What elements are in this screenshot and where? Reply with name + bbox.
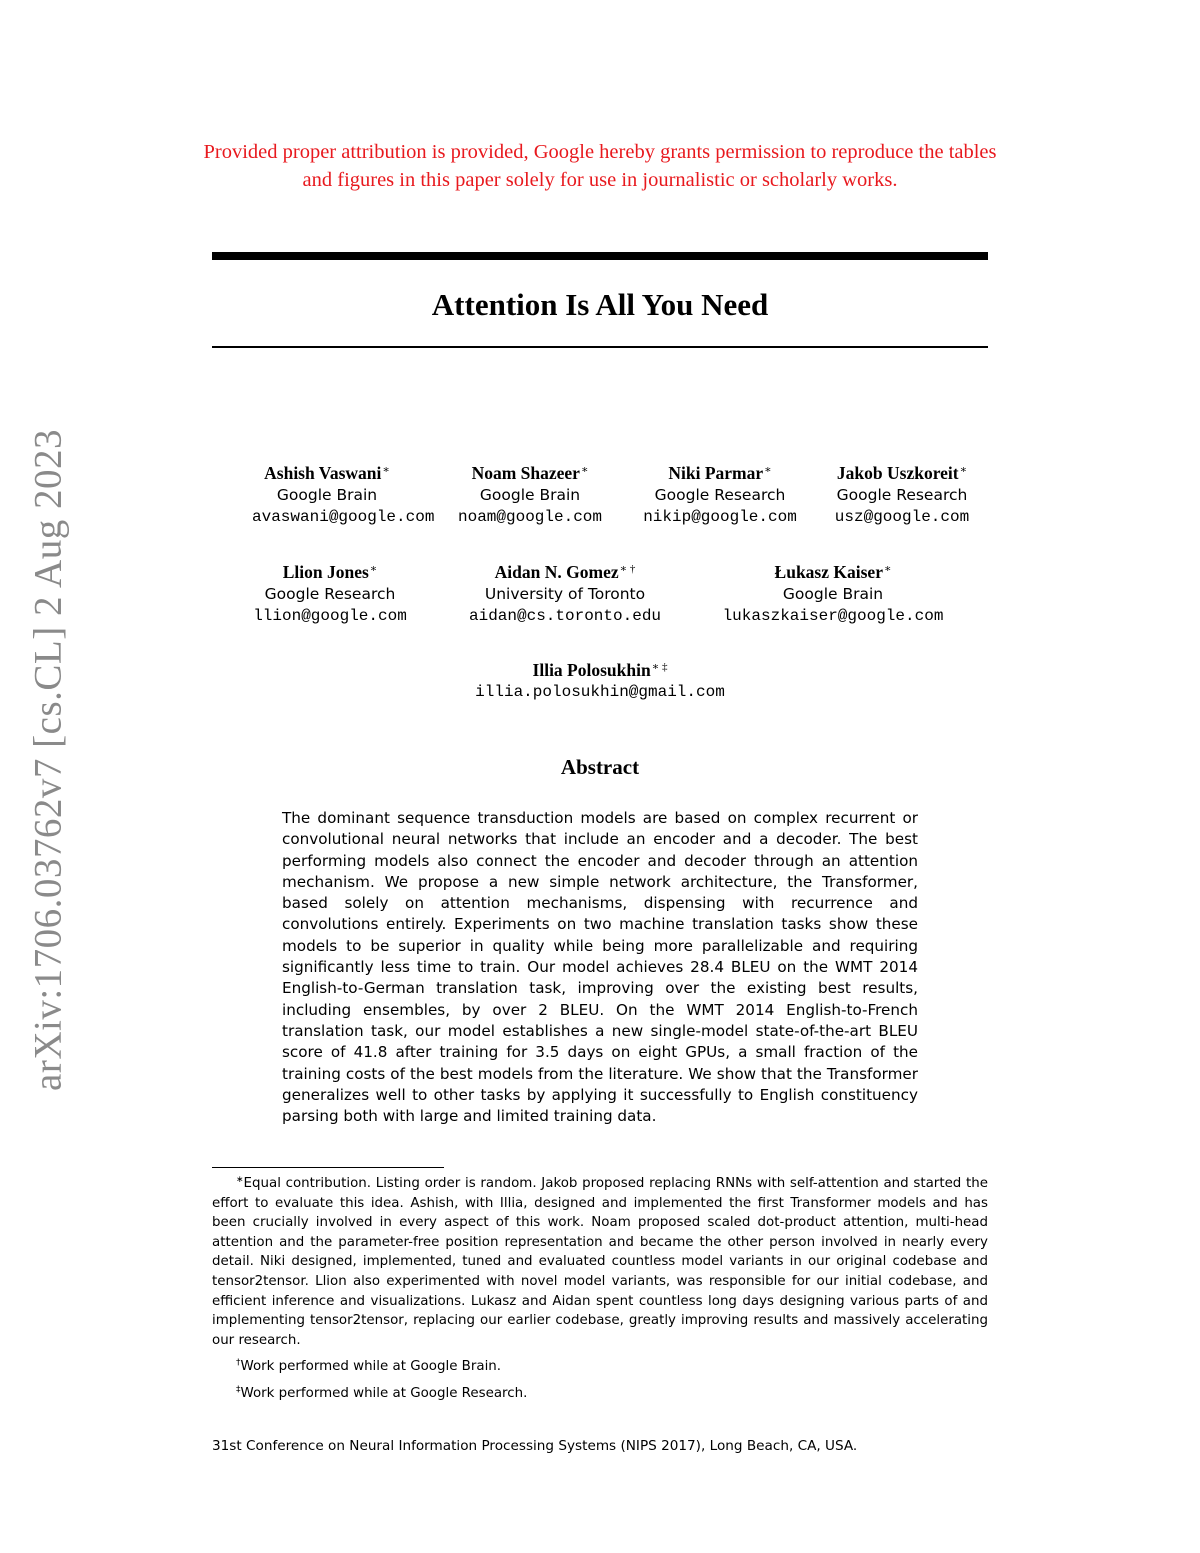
author-mark: ∗ ‡ bbox=[651, 661, 668, 673]
author-card bbox=[450, 558, 680, 627]
author-affiliation: Google Research bbox=[836, 486, 968, 504]
author-email: aidan@cs.toronto.edu bbox=[468, 607, 662, 625]
footnotes bbox=[212, 1171, 988, 1404]
footnote-mark: ∗ bbox=[236, 1175, 244, 1185]
abstract-text: The dominant sequence transduction models are based on complex recurrent or convolutional neural networks that include an encoder and a decoder. The best performing models also connect the encoder and decoder through an attention mechanism. We propose a new simple network architecture, the Transformer, based solely on attention mechanisms, dispensing with recurrence and convolutions entirely. Experiments on two machine translation tasks show these models to be superior in quality while being more parallelizable and requiring significantly less time to train. Our model achieves 28.4 BLEU on the WMT 2014 English-to-German translation task, improving over the existing best results, including ensembles, by over 2 BLEU. On the WMT 2014 English-to-French translation task, our model establishes a new single-model state-of-the-art BLEU score of 41.8 after training for 3.5 days on eight GPUs, a small fraction of the training costs of the best models from the literature. We show that the Transformer generalizes well to other tasks by applying it successfully to English constituency parsing both with large and limited training data. bbox=[282, 809, 918, 1126]
footnote bbox=[212, 1381, 988, 1404]
author-name: Jakob Uszkoreit bbox=[836, 463, 959, 483]
author-name: Łukasz Kaiser bbox=[774, 562, 883, 582]
author-card bbox=[822, 459, 982, 528]
author-email: noam@google.com bbox=[457, 508, 603, 526]
title-rule-bottom bbox=[212, 346, 988, 348]
author-mark: ∗ bbox=[959, 464, 968, 476]
footnote bbox=[212, 1171, 988, 1350]
author-mark: ∗ bbox=[369, 563, 378, 575]
footnote bbox=[212, 1354, 988, 1377]
author-affiliation: Google Brain bbox=[479, 486, 581, 504]
author-email: llion@google.com bbox=[253, 607, 407, 625]
author-email: illia.polosukhin@gmail.com bbox=[475, 683, 725, 701]
author-card bbox=[640, 459, 800, 528]
arxiv-stamp bbox=[18, 420, 78, 1100]
author-name: Llion Jones bbox=[282, 562, 369, 582]
abstract-heading: Abstract bbox=[560, 755, 640, 779]
author-card bbox=[712, 558, 954, 627]
author-card bbox=[252, 459, 435, 528]
author-name: Noam Shazeer bbox=[471, 463, 580, 483]
author-name: Niki Parmar bbox=[668, 463, 764, 483]
author-affiliation: Google Brain bbox=[782, 585, 884, 603]
author-affiliation: Google Research bbox=[264, 585, 396, 603]
author-name: Aidan N. Gomez bbox=[494, 562, 619, 582]
author-affiliation: University of Toronto bbox=[484, 585, 646, 603]
conference-note: 31st Conference on Neural Information Processing Systems (NIPS 2017), Long Beach, CA, USA. bbox=[212, 1438, 858, 1454]
author-name: Ashish Vaswani bbox=[264, 463, 382, 483]
author-email: avaswani@google.com bbox=[252, 508, 435, 526]
author-card bbox=[455, 459, 605, 528]
author-card bbox=[250, 558, 410, 627]
author-email: lukaszkaiser@google.com bbox=[722, 607, 944, 625]
author-card bbox=[440, 656, 760, 703]
footnote-rule bbox=[212, 1167, 444, 1168]
arxiv-stamp-text: arXiv:1706.03762v7 [cs.CL] 2 Aug 2023 bbox=[26, 429, 70, 1091]
author-mark: ∗ bbox=[764, 464, 772, 476]
author-mark: ∗ bbox=[883, 563, 892, 575]
paper-title: Attention Is All You Need bbox=[431, 287, 769, 322]
author-affiliation: Google Brain bbox=[276, 486, 378, 504]
author-mark: ∗ † bbox=[619, 563, 636, 575]
author-mark: ∗ bbox=[580, 464, 589, 476]
footnote-mark: † bbox=[236, 1358, 241, 1369]
footnote-text: Work performed while at Google Brain. bbox=[240, 1359, 502, 1375]
footnote-mark: ‡ bbox=[236, 1384, 241, 1395]
author-mark: ∗ bbox=[382, 464, 390, 476]
footnote-text: Work performed while at Google Research. bbox=[240, 1385, 528, 1401]
author-name: Illia Polosukhin bbox=[532, 660, 651, 680]
author-email: usz@google.com bbox=[834, 508, 970, 526]
permission-notice: Provided proper attribution is provided, Google hereby grants permission to reproduce the tables and figures in this paper solely for use in journalistic or scholarly works. bbox=[203, 141, 997, 191]
author-email: nikip@google.com bbox=[643, 508, 797, 526]
author-affiliation: Google Research bbox=[654, 486, 786, 504]
footnote-text: Equal contribution. Listing order is random. Jakob proposed replacing RNNs with self-attention and started the effort to evaluate this idea. Ashish, with Illia, designed and implemented the first Transformer models and has been crucially involved in every aspect of this work. Noam proposed scaled dot-product attention, multi-head attention and the parameter-free position representation and became the other person involved in nearly every detail. Niki designed, implemented, tuned and evaluated countless model variants in our original codebase and tensor2tensor. Llion also experimented with novel model variants, was responsible for our initial codebase, and efficient inference and visualizations. Lukasz and Aidan spent countless long days designing various parts of and implementing tensor2tensor, replacing our earlier codebase, greatly improving results and massively accelerating our research. bbox=[212, 1176, 988, 1348]
title-rule-top bbox=[212, 252, 988, 260]
